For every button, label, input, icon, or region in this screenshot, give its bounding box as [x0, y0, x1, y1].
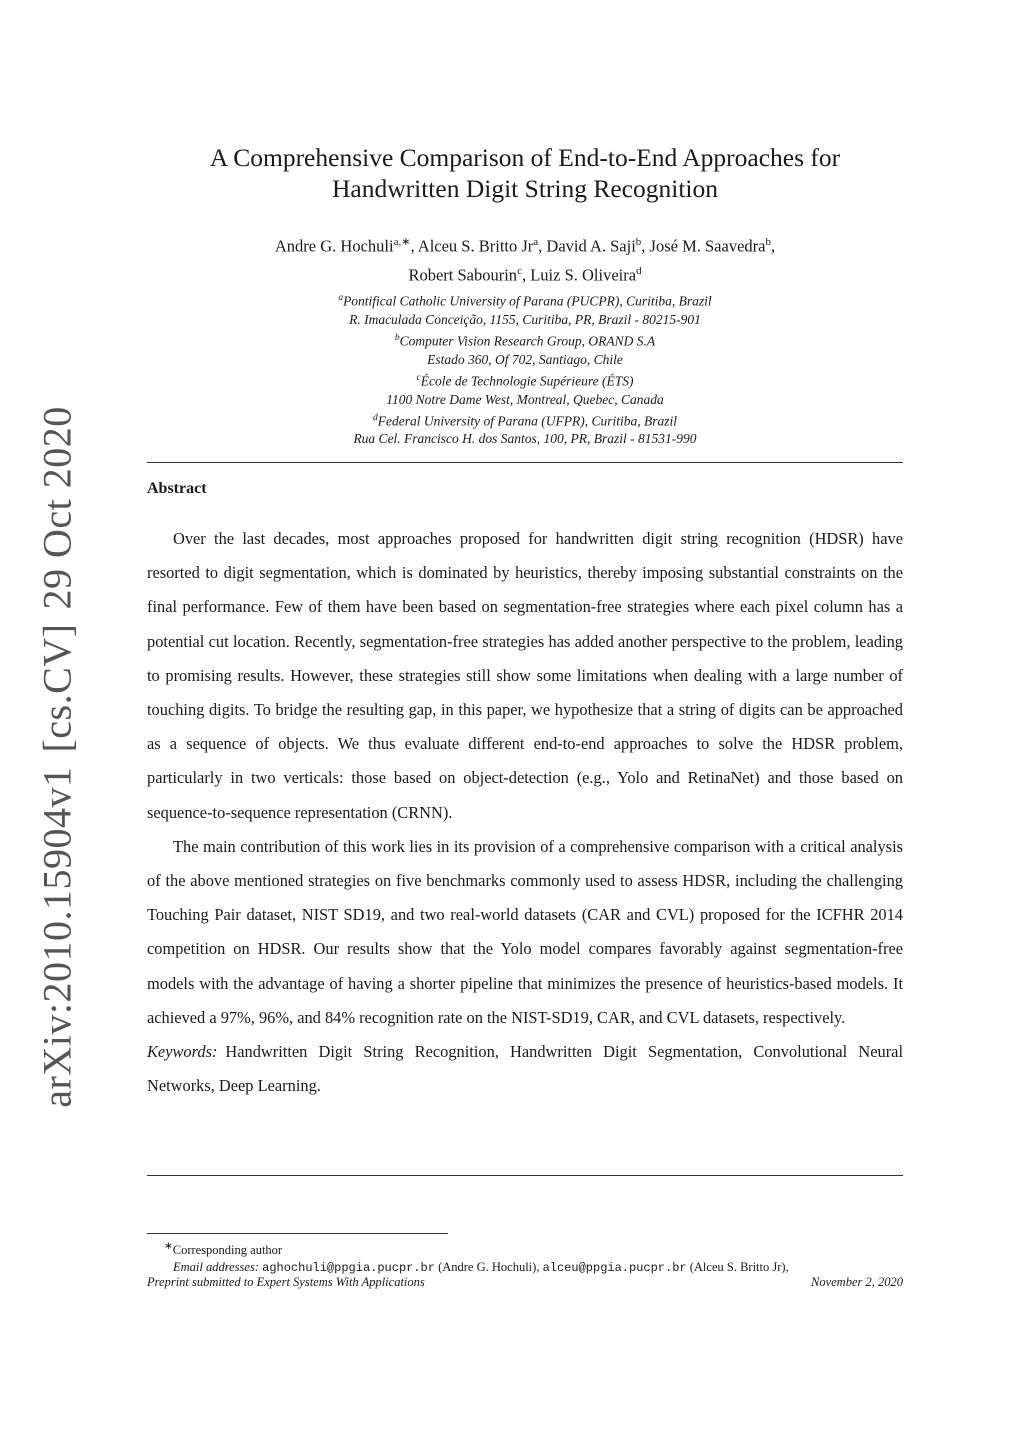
abstract-heading: Abstract [147, 480, 207, 497]
title-line-1: A Comprehensive Comparison of End-to-End Approaches for [209, 143, 841, 172]
affiliation-institution: Computer Vision Research Group, ORAND S.A [399, 333, 656, 349]
arxiv-id: arXiv:2010.15904v1 [34, 766, 80, 1108]
author-name: José M. Saavedra [649, 236, 766, 256]
affiliation-mark: d [373, 412, 378, 423]
author-name: David A. Saji [546, 236, 636, 256]
footnote-mark: ∗ [164, 1241, 173, 1252]
arxiv-side-stamp [34, 392, 81, 1107]
affiliation-b-address: Estado 360, Of 702, Santiago, Chile [427, 351, 623, 367]
keywords [147, 1035, 903, 1103]
email-owner-1: (Andre G. Hochuli), [438, 1260, 540, 1275]
abstract-top-rule [147, 462, 903, 463]
abstract-paragraph-2: The main contribution of this work lies in its provision of a comprehensive comparison with a critical analysis of the above mentioned strategies on five benchmarks commonly used to assess HDSR, including the challenging Touching Pair dataset, NIST SD19, and two real-world datasets (CAR and CVL) proposed for the ICFHR 2014 competition on HDSR. Our results show that the Yolo model compares favorably against segmentation-free models with the advantage of having a shorter pipeline that minimizes the presence of heuristics-based models. It achieved a 97%, 96%, and 84% recognition rate on the NIST-SD19, CAR, and CVL datasets, respectively. [147, 836, 903, 1027]
affiliation-mark: c [416, 372, 421, 383]
author-line-1: Andre G. Hochuli$^{a,∗}$, Alceu S. Britto Jr$^a$, David A. Saji$^b$, José M. Saavedra$^b$, [274, 236, 776, 256]
email-link-2[interactable]: alceu@ppgia.pucpr.br [542, 1261, 687, 1276]
affiliation-b [147, 329, 903, 351]
affiliation-d [147, 409, 903, 431]
corresponding-author-text: Corresponding author [172, 1243, 283, 1258]
author-name: Robert Sabourin [408, 265, 518, 284]
preprint-info [147, 1275, 903, 1290]
author-affiliation-mark: d [636, 264, 642, 277]
arxiv-date: 29 Oct 2020 [34, 406, 80, 610]
author-affiliation-mark: c [517, 264, 522, 277]
author-affiliation-mark: b [765, 236, 771, 248]
affiliation-d-address: Rua Cel. Francisco H. dos Santos, 100, PR, Brazil - 81531-990 [353, 431, 697, 447]
author-affiliation-mark: a,∗ [393, 236, 411, 248]
title-line-2: Handwritten Digit String Recognition [332, 174, 718, 203]
affiliation-institution: Federal University of Parana (UFPR), Curitiba, Brazil [377, 413, 677, 429]
affiliation-mark: a [338, 293, 344, 303]
author-name: Luiz S. Oliveira [530, 265, 637, 284]
affiliation-institution: Pontifical Catholic University of Parana (PUCPR), Curitiba, Brazil [343, 293, 712, 309]
preprint-date: November 2, 2020 [811, 1275, 903, 1289]
affiliation-a-address: R. Imaculada Conceição, 1155, Curitiba, PR, Brazil - 80215-901 [349, 311, 701, 327]
keywords-text: Handwritten Digit String Recognition, Handwritten Digit Segmentation, Convolutional Neural Networks, Deep Learning. [147, 1042, 903, 1096]
affiliation-c [147, 369, 903, 391]
author-affiliation-mark: b [635, 236, 642, 248]
preprint-journal: Preprint submitted to Expert Systems With Applications [147, 1275, 425, 1289]
email-label: Email addresses: [173, 1260, 259, 1275]
arxiv-category: [cs.CV] [34, 623, 80, 753]
affiliation-c-address: 1100 Notre Dame West, Montreal, Quebec, Canada [386, 391, 664, 407]
affiliation-institution: École de Technologie Supérieure (ÉTS) [420, 373, 634, 389]
affiliation-list [147, 289, 903, 449]
footnote [147, 1238, 903, 1277]
author-line-2: Robert Sabourin$^c$, Luiz S. Oliveira$^d$ [408, 264, 642, 284]
corresponding-author-note [147, 1238, 903, 1259]
affiliation-mark: b [394, 332, 400, 343]
author-name: Alceu S. Britto Jr [417, 236, 534, 256]
author-affiliation-mark: a [533, 236, 539, 248]
footnote-rule [147, 1233, 448, 1234]
abstract-paragraph-1: Over the last decades, most approaches proposed for handwritten digit string recognition (HDSR) have resorted to digit segmentation, which is dominated by heuristics, thereby imposing substantial constraints on the final performance. Few of them have been based on segmentation-free strategies where each pixel column has a potential cut location. Recently, segmentation-free strategies has added another perspective to the problem, leading to promising results. However, these strategies still show some limitations when dealing with a large number of touching digits. To bridge the resulting gap, in this paper, we hypothesize that a string of digits can be approached as a sequence of objects. We thus evaluate different end-to-end approaches to solve the HDSR problem, particularly in two verticals: those based on object-detection (e.g., Yolo and RetinaNet) and those based on sequence-to-sequence representation (CRNN). [147, 529, 903, 822]
abstract-bottom-rule [147, 1175, 903, 1176]
author-list [147, 230, 903, 287]
paper-title [147, 142, 903, 204]
author-name: Andre G. Hochuli [274, 236, 394, 256]
email-link-1[interactable]: aghochuli@ppgia.pucpr.br [262, 1261, 435, 1276]
affiliation-a [147, 289, 903, 311]
email-owner-2: (Alceu S. Britto Jr), [689, 1260, 789, 1275]
keywords-label: Keywords: [147, 1042, 218, 1062]
abstract-body [147, 522, 903, 1103]
